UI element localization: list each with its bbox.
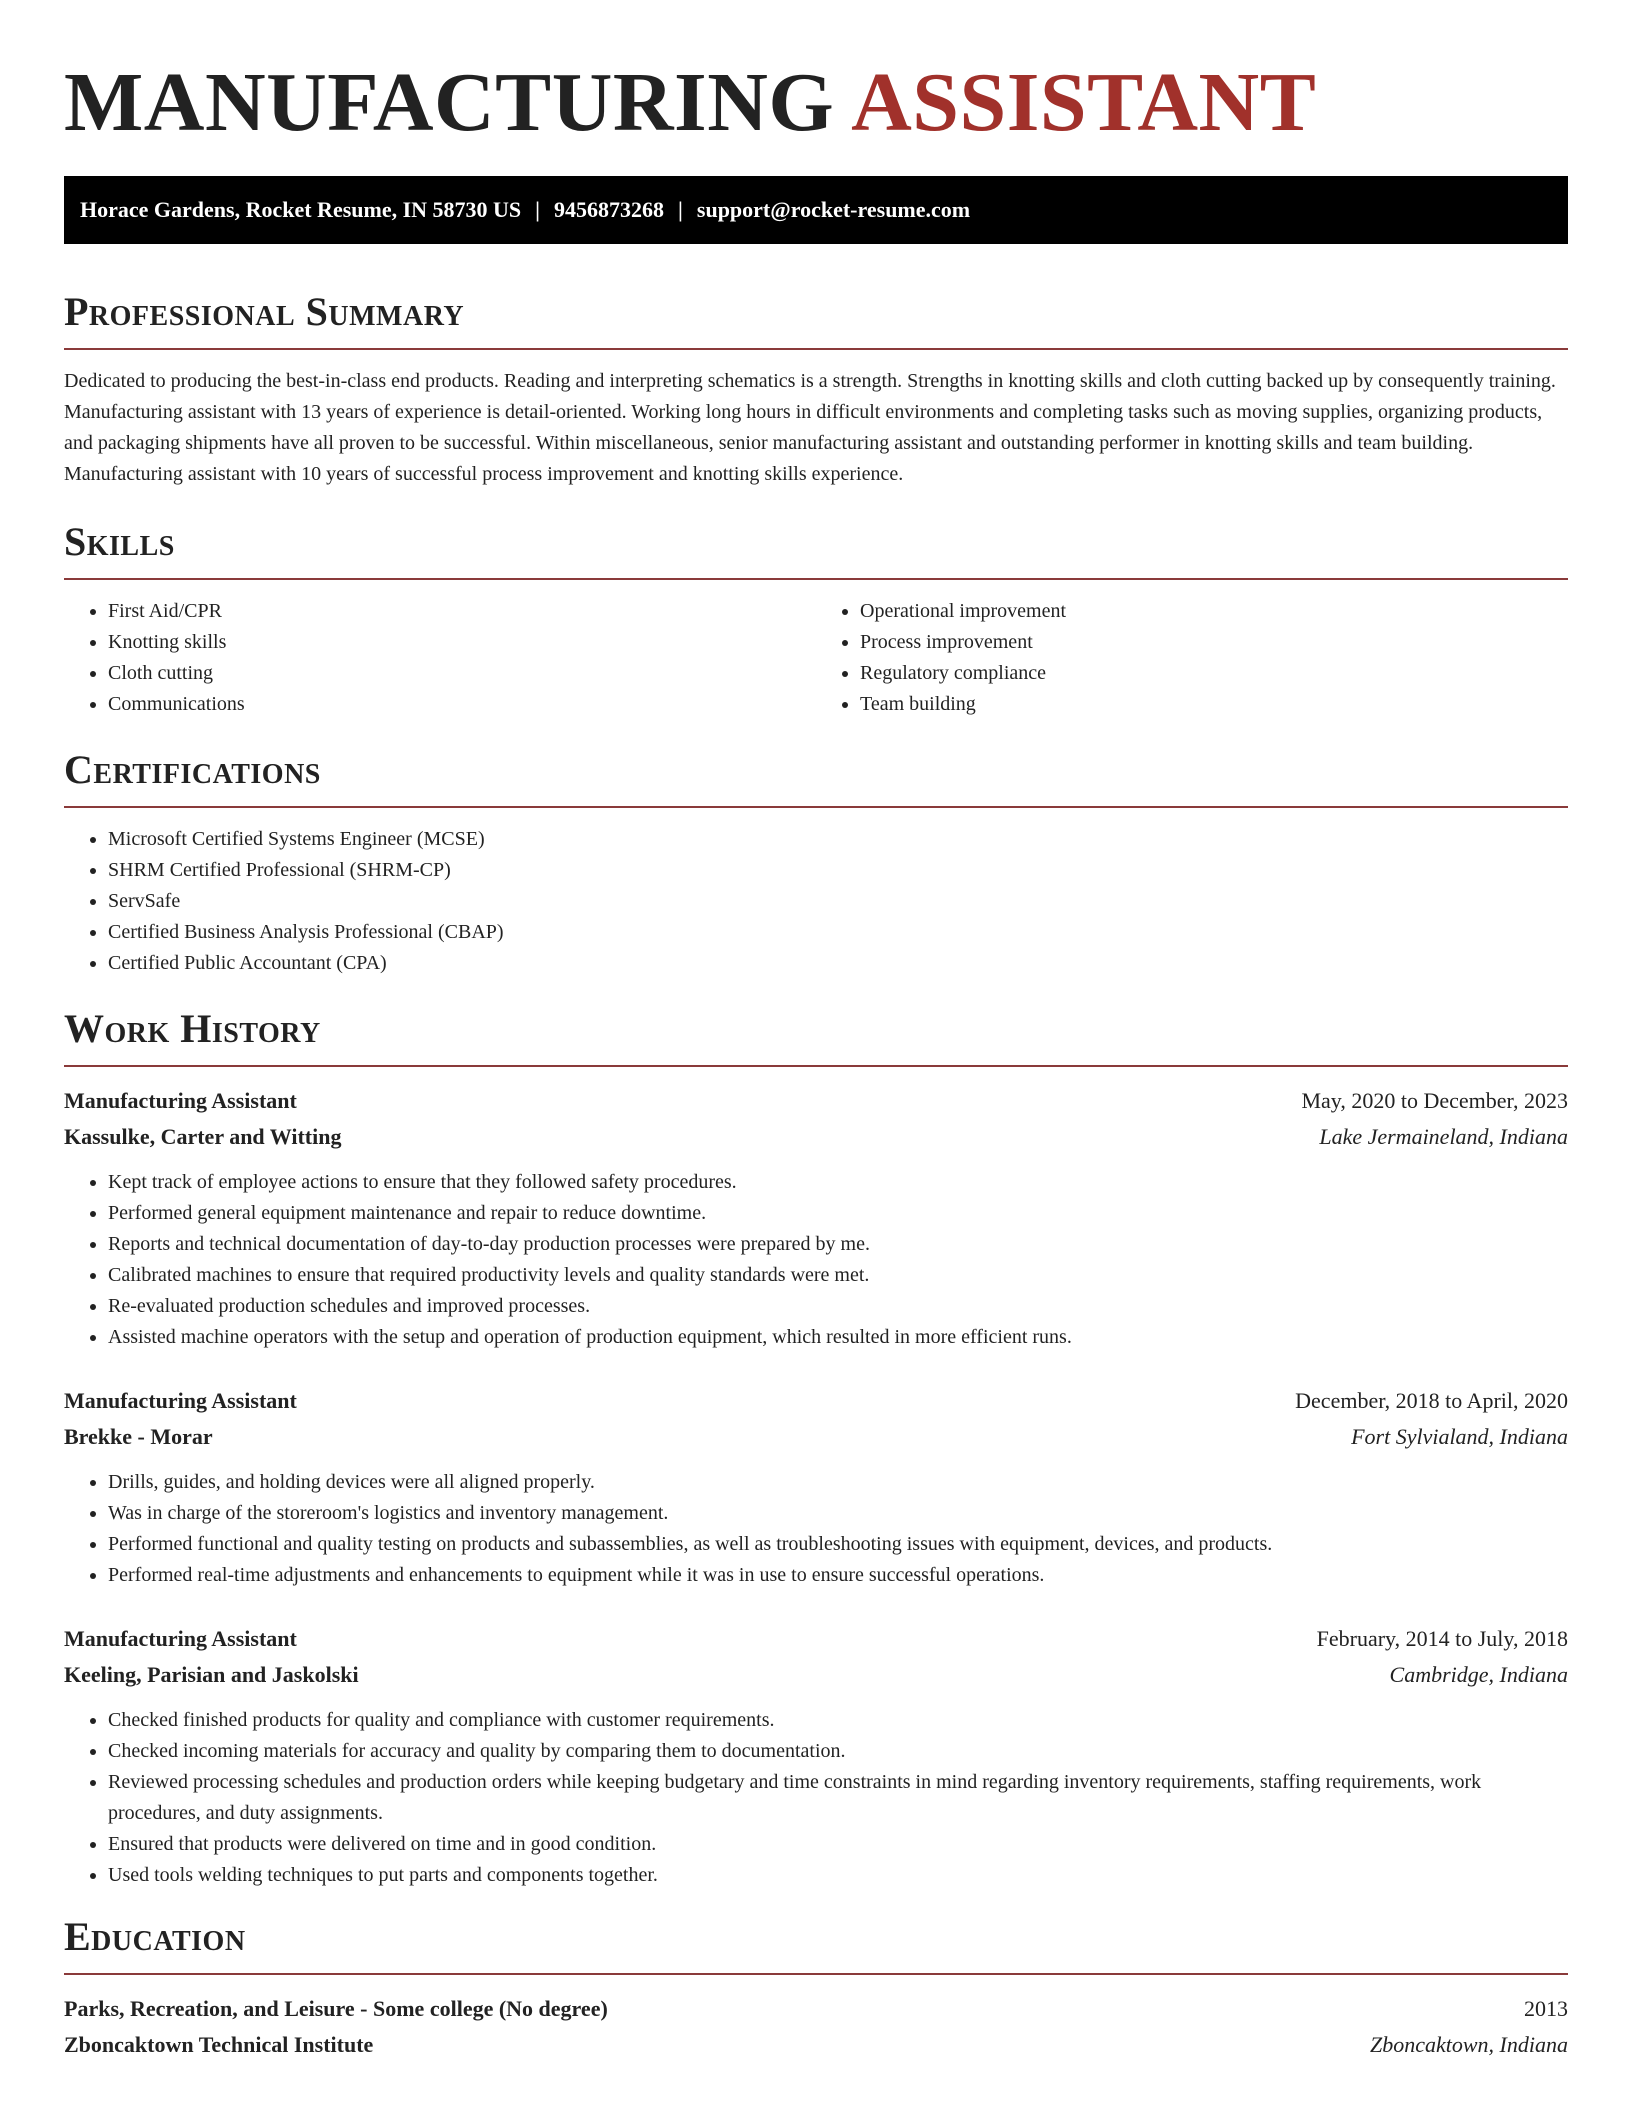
job-company-row: [64, 1657, 1568, 1693]
contact-separator: |: [678, 197, 683, 222]
summary-text: Dedicated to producing the best-in-class end products. Reading and interpreting schematics is a strength. Strengths in knotting skills and cloth cutting backed up by consequently training. Manufacturing assistant with 13 years of experience is detail-oriented. Working long hours in difficult environments and completing tasks such as moving supplies, organizing products, and packaging shipments have all proven to be successful. Within miscellaneous, senior manufacturing assistant and outstanding performer in knotting skills and team building. Manufacturing assistant with 10 years of successful process improvement and knotting skills experience.: [64, 370, 1556, 485]
job-bullet: • Drills, guides, and holding devices were all aligned properly.: [108, 1467, 1568, 1498]
certification-item: • SHRM Certified Professional (SHRM-CP): [108, 855, 1568, 886]
education-location: Zboncaktown, Indiana: [1370, 2032, 1568, 2057]
skill-item: • Cloth cutting: [108, 658, 816, 689]
contact-bar: [64, 176, 1568, 244]
job-company-row: [64, 1419, 1568, 1455]
job-location: Fort Sylvialand, Indiana: [1351, 1424, 1568, 1449]
certification-item: • Microsoft Certified Systems Engineer (MCSE): [108, 824, 1568, 855]
resume-title: [64, 0, 1568, 158]
job-header-row: [64, 1621, 1568, 1657]
certification-item: • Certified Public Accountant (CPA): [108, 948, 1568, 979]
skills-columns: [64, 596, 1568, 720]
contact-address: Horace Gardens, Rocket Resume, IN 58730 US: [80, 197, 522, 222]
section-heading-work-history: Work History: [64, 1005, 1568, 1067]
job-dates: December, 2018 to April, 2020: [1295, 1388, 1568, 1413]
job-entry: [64, 1083, 1568, 1353]
title-accent: ASSISTANT: [851, 56, 1317, 149]
education-year: 2013: [1524, 1996, 1568, 2021]
contact-separator: |: [535, 197, 541, 222]
job-company: Kassulke, Carter and Witting: [64, 1124, 342, 1149]
skill-item: • Knotting skills: [108, 627, 816, 658]
job-bullet: • Reports and technical documentation of day-to-day production processes were prepared by me.: [108, 1229, 1568, 1260]
section-heading-certifications: Certifications: [64, 746, 1568, 808]
contact-phone: 9456873268: [554, 197, 665, 222]
job-bullet: • Performed real-time adjustments and enhancements to equipment while it was in use to ensure successful operations.: [108, 1560, 1568, 1591]
education-entry: [64, 1991, 1568, 2063]
skill-item: • Operational improvement: [860, 596, 1568, 627]
job-bullet: • Assisted machine operators with the setup and operation of production equipment, which resulted in more efficient runs.: [108, 1322, 1568, 1353]
skill-item: • Communications: [108, 689, 816, 720]
certifications-list: [64, 824, 1568, 979]
job-company: Keeling, Parisian and Jaskolski: [64, 1662, 359, 1687]
skill-item: • Process improvement: [860, 627, 1568, 658]
education-degree-row: [64, 1991, 1568, 2027]
job-dates: May, 2020 to December, 2023: [1301, 1088, 1568, 1113]
job-entry: [64, 1383, 1568, 1591]
skill-item: • Regulatory compliance: [860, 658, 1568, 689]
certification-item: • ServSafe: [108, 886, 1568, 917]
education-school: Zboncaktown Technical Institute: [64, 2032, 374, 2057]
contact-email: support@rocket-resume.com: [696, 197, 971, 222]
job-bullet: • Ensured that products were delivered on time and in good condition.: [108, 1829, 1568, 1860]
job-company: Brekke - Morar: [64, 1424, 213, 1449]
job-bullet: • Calibrated machines to ensure that required productivity levels and quality standards were met.: [108, 1260, 1568, 1291]
job-bullet: • Re-evaluated production schedules and improved processes.: [108, 1291, 1568, 1322]
skills-list-right: [816, 596, 1568, 720]
job-location: Cambridge, Indiana: [1389, 1662, 1568, 1687]
job-entry: [64, 1621, 1568, 1891]
job-bullet: • Performed general equipment maintenance and repair to reduce downtime.: [108, 1198, 1568, 1229]
job-bullets: [64, 1167, 1568, 1353]
education-school-row: [64, 2027, 1568, 2063]
job-bullet: • Performed functional and quality testing on products and subassemblies, as well as troubleshooting issues with equipment, devices, and products.: [108, 1529, 1568, 1560]
job-header-row: [64, 1083, 1568, 1119]
job-header-row: [64, 1383, 1568, 1419]
skill-item: • First Aid/CPR: [108, 596, 816, 627]
job-dates: February, 2014 to July, 2018: [1316, 1626, 1568, 1651]
job-bullets: [64, 1705, 1568, 1891]
education-degree: Parks, Recreation, and Leisure - Some college (No degree): [64, 1996, 608, 2021]
job-company-row: [64, 1119, 1568, 1155]
job-location: Lake Jermaineland, Indiana: [1319, 1124, 1568, 1149]
skills-column-right: [816, 596, 1568, 720]
job-bullet: • Used tools welding techniques to put parts and components together.: [108, 1860, 1568, 1891]
job-bullet: • Reviewed processing schedules and production orders while keeping budgetary and time constraints in mind regarding inventory requirements, staffing requirements, work procedures, and duty assignments.: [108, 1767, 1568, 1829]
skills-list-left: [64, 596, 816, 720]
certification-item: • Certified Business Analysis Professional (CBAP): [108, 917, 1568, 948]
skill-item: • Team building: [860, 689, 1568, 720]
job-title: Manufacturing Assistant: [64, 1626, 297, 1651]
job-bullet: • Checked finished products for quality and compliance with customer requirements.: [108, 1705, 1568, 1736]
section-heading-education: Education: [64, 1913, 1568, 1975]
title-main: MANUFACTURING: [64, 56, 835, 149]
section-heading-summary: Professional Summary: [64, 288, 1568, 350]
job-bullets: [64, 1467, 1568, 1591]
job-bullet: • Checked incoming materials for accuracy and quality by comparing them to documentation.: [108, 1736, 1568, 1767]
job-bullet: • Kept track of employee actions to ensure that they followed safety procedures.: [108, 1167, 1568, 1198]
section-heading-skills: Skills: [64, 518, 1568, 580]
job-title: Manufacturing Assistant: [64, 1388, 297, 1413]
skills-column-left: [64, 596, 816, 720]
job-title: Manufacturing Assistant: [64, 1088, 297, 1113]
job-bullet: • Was in charge of the storeroom's logistics and inventory management.: [108, 1498, 1568, 1529]
